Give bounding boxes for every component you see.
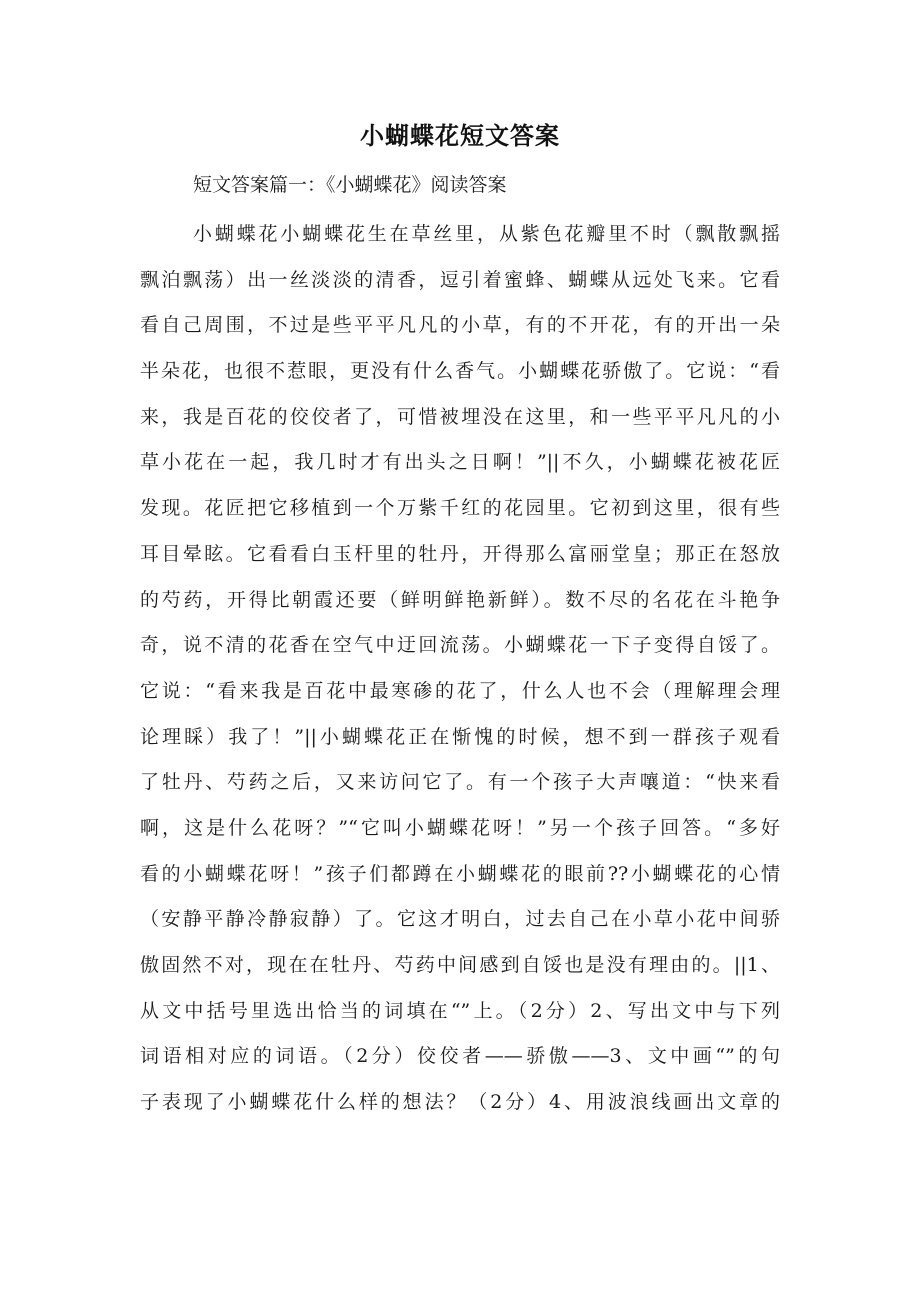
document-title: 小蝴蝶花短文答案	[360, 121, 560, 150]
body-line: 的芍药，开得比朝霞还要（鲜明鲜艳新鲜）。数不尽的名花在斗艳争	[140, 588, 780, 611]
body-text	[140, 212, 780, 1126]
body-line: 啊，这是什么花呀？”“它叫小蝴蝶花呀！”另一个孩子回答。“多好	[140, 816, 780, 839]
body-line: 飘泊飘荡）出一丝淡淡的清香，逗引着蜜蜂、蝴蝶从远处飞来。它看	[140, 268, 780, 291]
body-line: 看自己周围，不过是些平平凡凡的小草，有的不开花，有的开出一朵	[140, 314, 780, 337]
body-line: 傲固然不对，现在在牡丹、芍药中间感到自馁也是没有理由的。||1、	[140, 954, 780, 976]
body-line: 小蝴蝶花小蝴蝶花生在草丝里，从紫色花瓣里不时（飘散飘摇	[193, 223, 780, 245]
body-line: 耳目晕眩。它看看白玉杆里的牡丹，开得那么富丽堂皇；那正在怒放	[140, 542, 780, 565]
body-line: 半朵花，也很不惹眼，更没有什么香气。小蝴蝶花骄傲了。它说：“看	[140, 360, 780, 383]
body-line: 奇，说不清的花香在空气中迂回流荡。小蝴蝶花一下子变得自馁了。	[140, 634, 780, 657]
body-line: 从文中括号里选出恰当的词填在“”上。（2分）2、写出文中与下列	[140, 999, 780, 1022]
body-line: 草小花在一起，我几时才有出头之日啊！”||不久，小蝴蝶花被花匠	[140, 451, 780, 474]
body-line: 它说：“看来我是百花中最寒碜的花了，什么人也不会（理解理会理	[140, 679, 780, 702]
body-line: 看的小蝴蝶花呀！”孩子们都蹲在小蝴蝶花的眼前??小蝴蝶花的心情	[140, 862, 780, 885]
body-line: 来，我是百花的佼佼者了，可惜被埋没在这里，和一些平平凡凡的小	[140, 405, 780, 428]
body-line: 论理睬）我了！”||小蝴蝶花正在惭愧的时候，想不到一群孩子观看	[140, 725, 780, 748]
body-line: 词语相对应的词语。（2分）佼佼者——骄傲——3、文中画“”的句	[140, 1045, 780, 1068]
body-line: （安静平静冷静寂静）了。它这才明白，过去自己在小草小花中间骄	[140, 908, 780, 931]
body-line: 了牡丹、芍药之后，又来访问它了。有一个孩子大声嚷道：“快来看	[140, 771, 780, 794]
body-line: 子表现了小蝴蝶花什么样的想法？（2分）4、用波浪线画出文章的	[140, 1091, 780, 1114]
body-line: 发现。花匠把它移植到一个万紫千红的花园里。它初到这里，很有些	[140, 497, 780, 520]
section-heading: 短文答案篇一：《小蝴蝶花》阅读答案	[193, 174, 507, 196]
